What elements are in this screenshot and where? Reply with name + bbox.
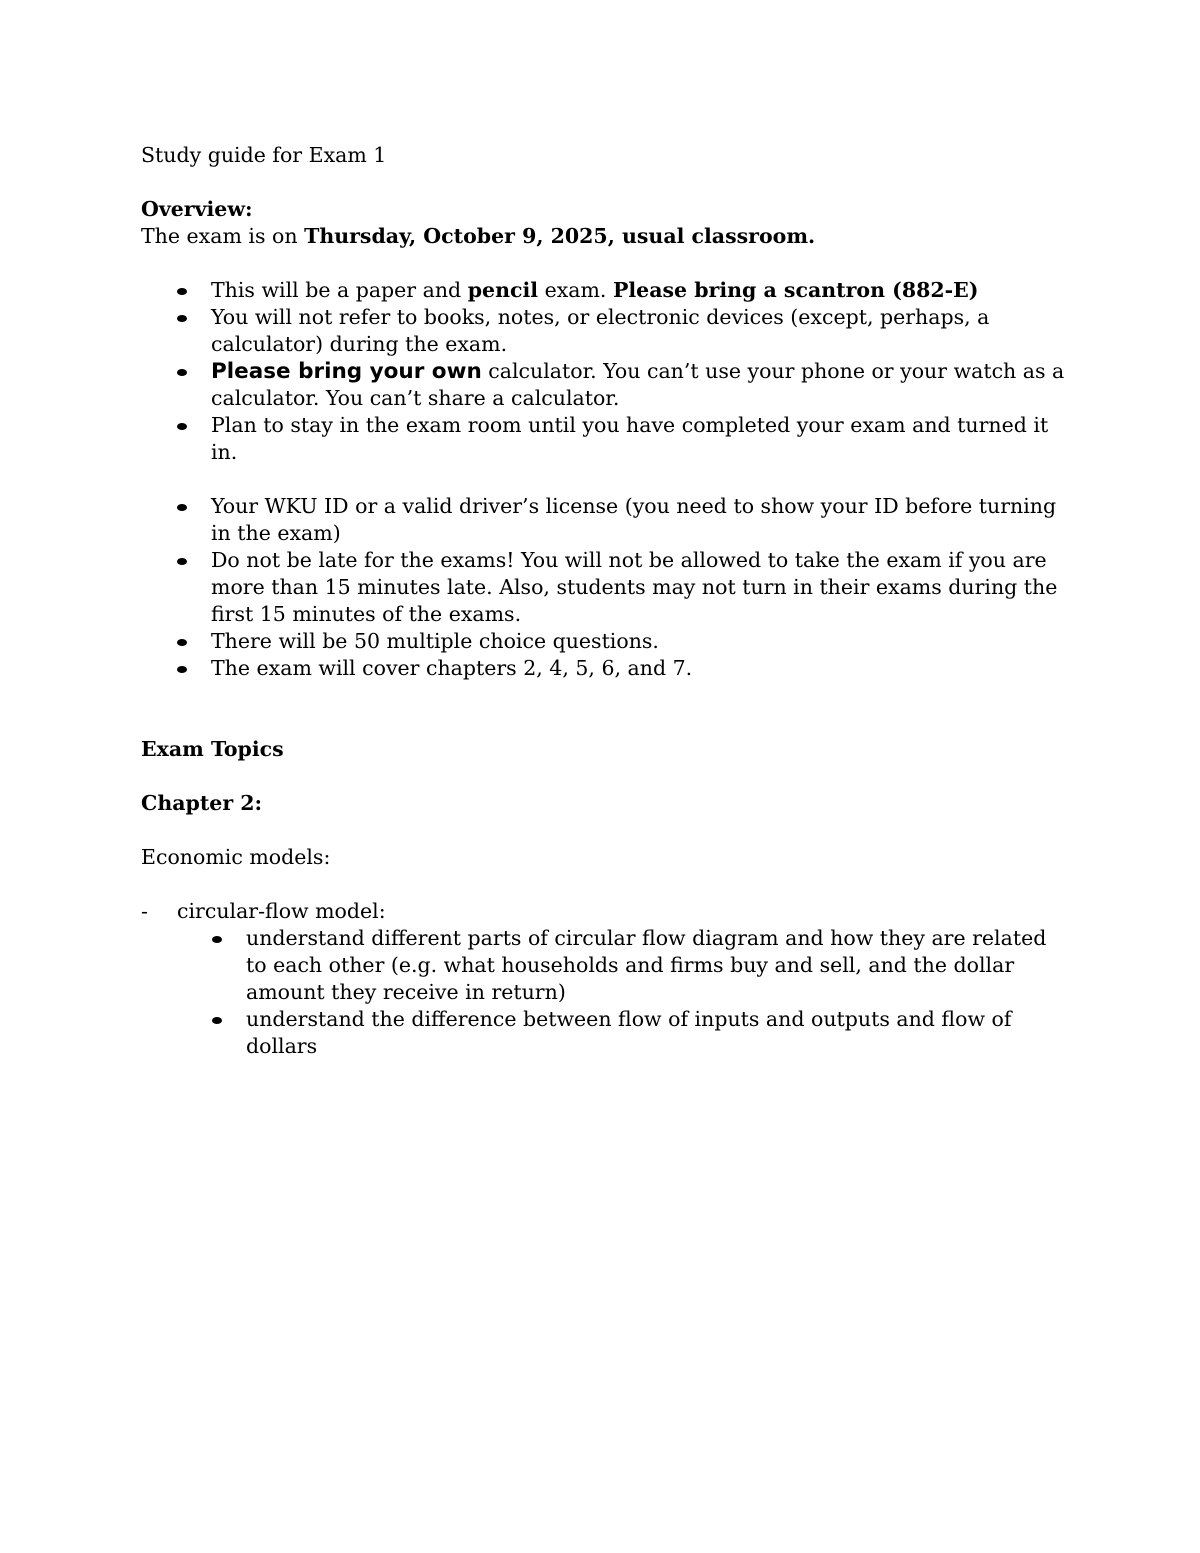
circular-flow-sub-list	[246, 925, 1071, 1060]
bullet-item-7: There will be 50 multiple choice questions.	[211, 628, 1071, 655]
overview-bullet-list-2	[211, 493, 1071, 682]
document-title: Study guide for Exam 1	[141, 143, 387, 167]
exam-date: Thursday, October 9, 2025, usual classroom.	[304, 224, 816, 248]
bullet-item-2: You will not refer to books, notes, or electronic devices (except, perhaps, a calculator) during the exam.	[211, 304, 1071, 358]
exam-date-line: The exam is on Thursday, October 9, 2025, usual classroom.	[141, 224, 816, 248]
document-body	[141, 142, 1071, 1060]
bullet-item-6: Do not be late for the exams! You will not be allowed to take the exam if you are more than 15 minutes late. Also, students may not turn in their exams during the first 15 minutes of the exams.	[211, 547, 1071, 628]
bullet-item-8: The exam will cover chapters 2, 4, 5, 6, and 7.	[211, 655, 1071, 682]
sub-bullet-item-2: understand the difference between flow of inputs and outputs and flow of dollars	[246, 1006, 1071, 1060]
chapter-2-heading: Chapter 2:	[141, 791, 263, 815]
overview-bullet-list	[211, 277, 1071, 466]
bullet-item-3: Please bring your own calculator. You can’t use your phone or your watch as a calculator. You can’t share a calculator.	[211, 358, 1071, 412]
bullet-item-4: Plan to stay in the exam room until you have completed your exam and turned it in.	[211, 412, 1071, 466]
bullet-item-5: Your WKU ID or a valid driver’s license (you need to show your ID before turning in the exam)	[211, 493, 1071, 547]
circular-flow-label: circular-flow model:	[177, 899, 386, 923]
economic-models-label: Economic models:	[141, 845, 331, 869]
circular-flow-item	[141, 898, 1071, 925]
exam-topics-heading: Exam Topics	[141, 737, 284, 761]
sub-bullet-item-1: understand different parts of circular flow diagram and how they are related to each other (e.g. what households and firms buy and sell, and the dollar amount they receive in return)	[246, 925, 1071, 1006]
overview-heading: Overview:	[141, 197, 253, 221]
bullet-item-1: This will be a paper and pencil exam. Please bring a scantron (882-E)	[211, 277, 1071, 304]
dash-marker: -	[141, 899, 148, 923]
